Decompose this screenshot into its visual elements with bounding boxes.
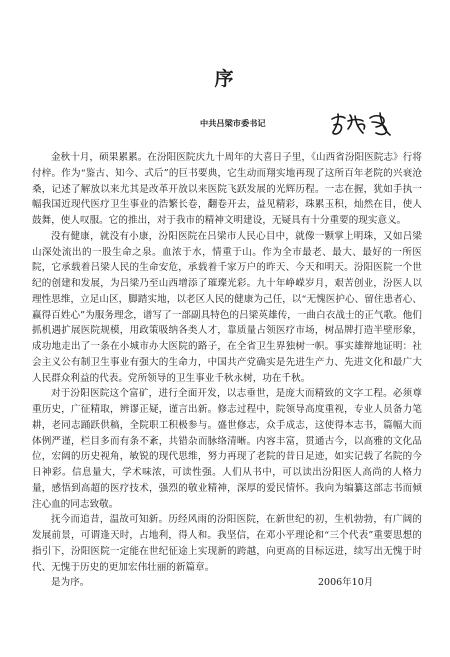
page-title: 序	[214, 68, 236, 90]
paragraph: 没有健康，就没有小康，汾阳医院在吕梁市人民心目中，就像一颗掌上明珠，又如吕梁山深处流出的一股生命之泉。血浓于水，情重于山。作为全市最老、最大、最好的一所医院，它承载着吕梁人民的生命安危，承载着千家万户的昨天、今天和明天。汾阳医院一个世纪的创建和发展，为吕梁乃至山西增添了璀璨光彩。九十年峥嵘岁月，艰苦创业，汾医人以理性思维，立足山区，脚踏实地，以老区人民的健康为己任，以“无愧医护心、留住患者心、赢得百姓心”为服务理念，谱写了一部副具特色的吕梁英雄传，一曲白衣战士的正气歌。他们抓机遇扩展医院规模，用政策吸纳各类人才，靠质量占领医疗市场，树品牌打造半壁形象，成功地走出了一条在小城市办大医院的路子，在全省卫生界独树一帜。事实雄辩地证明：社会主义公有制卫生事业有强大的生命力，中国共产党确实是先进生产力、先进文化和最广大人民群众利益的代表。党所领导的卫生事业千秋永树，功在千秋。	[32, 230, 422, 384]
handwritten-signature	[328, 109, 398, 139]
byline-text: 中共吕梁市委书记	[200, 118, 266, 128]
document-date: 2006年10月	[318, 577, 374, 588]
paragraph: 抚今而追昔，温故可知新。历经风雨的汾阳医院，在新世纪的初，生机勃勃，有广阔的发展前景，可谓逢天时，占地利，得人和。我坚信，在邓小平理论和“三个代表”重要思想的指引下，汾阳医院一定能在世纪征途上实现新的跨越，向更高的目标远进，续写出无愧于时代、无愧于历史的更加宏伟壮丽的新篇章。	[32, 514, 422, 573]
paragraph: 金秋十月，硕果累累。在汾阳医院庆九十周年的大喜日子里，《山西省汾阳医院志》行将付梓。作为“鉴古、知今、式后”的巨书要典，它生动而翔实地再现了这所百年老院的兴衰沧桑，记述了解放以来尤其是改革开放以来医院飞跃发展的光辉历程。一志在握，犹如手执一幅我国近现代医疗卫生事业的浩繁长卷，翻卷开去，益见精彩，珠累玉积，灿然在目，使人鼓舞，使人叹服。它的推出，对于我市的精神文明建设，无疑具有十分重要的现实意义。	[32, 152, 422, 226]
byline	[200, 113, 422, 139]
paragraph: 对于汾阳医院这个富矿，进行全面开发，以志垂世，是庞大而精致的文字工程。必须尊重历史，广征精取，辨谬正疑，谨言出新。修志过程中，院领导高度重视，专业人员备力笔耕，老同志踊跃供稿，全院职工积极参与。盛世修志，众手成志，这使得本志书，篇幅大而体例严谨，栏目多而有条不紊，共错杂而脉络清晰。内容丰富，贯通古今，以高雅的文化品位，宏阔的历史视角，敏锐的现代思维，努力再现了老院的昔日足迹，如实记载了名院的今日神彩。信息量大，学术味浓，可读性强。人们从书中，可以读出汾阳医人高尚的人格力量，感悟到高超的医疗技术，强烈的敬业精神，深厚的爱民情怀。我向为编纂这部志书而倾注心血的同志致敬。	[32, 388, 422, 510]
paragraph: 是为序。	[51, 577, 90, 589]
preface-body	[32, 150, 422, 591]
